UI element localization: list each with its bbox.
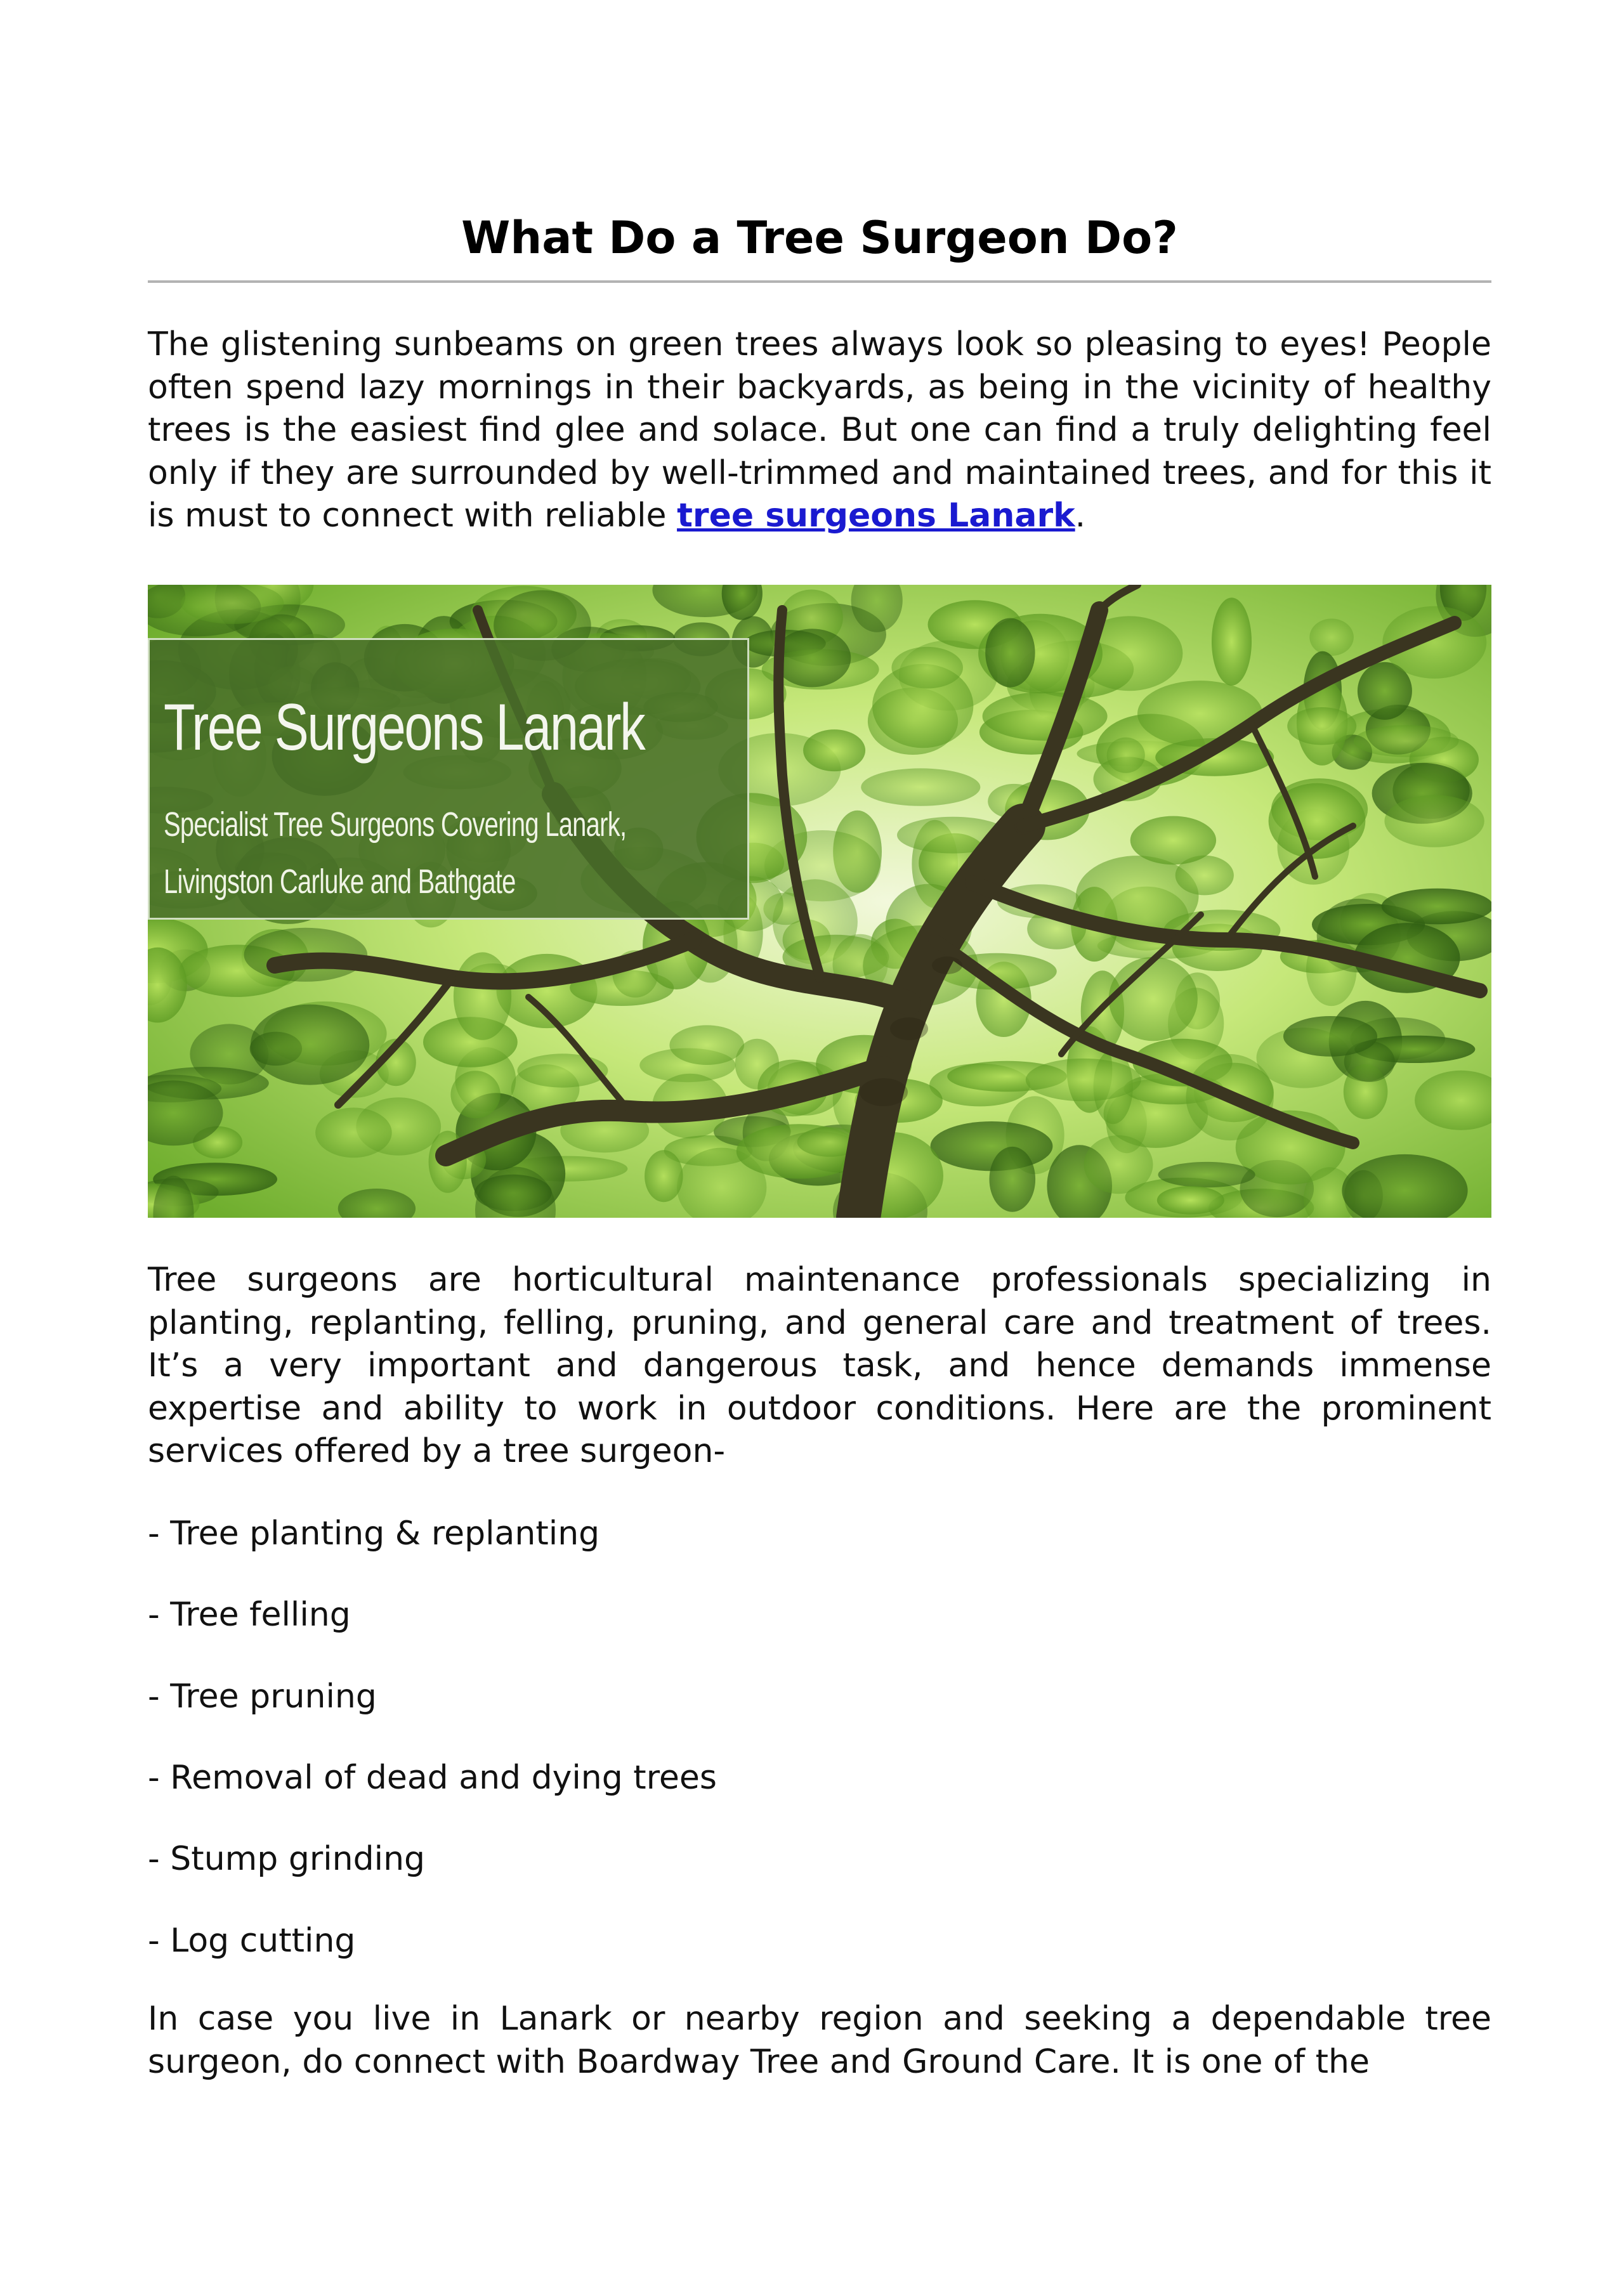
foliage-cluster xyxy=(1283,1016,1377,1057)
banner-subtitle-line2: Livingston Carluke and Bathgate xyxy=(164,863,516,901)
foliage-cluster xyxy=(861,768,980,806)
intro-text-end: . xyxy=(1075,497,1086,535)
foliage-cluster xyxy=(669,1025,744,1065)
foliage-cluster xyxy=(1130,816,1216,865)
intro-paragraph xyxy=(148,323,1491,538)
foliage-cluster xyxy=(1382,889,1491,925)
foliage-cluster xyxy=(803,729,865,771)
list-item: - Tree pruning xyxy=(148,1678,377,1716)
foliage-cluster xyxy=(1384,795,1484,847)
list-item: - Stump grinding xyxy=(148,1840,426,1878)
foliage-cluster xyxy=(315,1107,392,1158)
foliage-cluster xyxy=(990,1147,1036,1212)
foliage-cluster xyxy=(1354,725,1459,757)
foliage-cluster xyxy=(774,629,851,687)
intro-text: The glistening sunbeams on green trees always look so pleasing to eyes! People often spend lazy mornings in their backyards, as being in the vicinity of healthy trees is the easiest find glee and solace. But one can find a truly delighting feel only if they are surrounded by well-trimmed and maintained trees, and for this it is must to connect with reliable xyxy=(148,325,1491,535)
list-item: - Tree planting & replanting xyxy=(148,1515,600,1553)
title-divider xyxy=(148,280,1491,283)
foliage-cluster xyxy=(1157,1186,1224,1215)
foliage-cluster xyxy=(645,1150,683,1202)
list-item: - Log cutting xyxy=(148,1922,356,1960)
foliage-cluster xyxy=(251,1005,369,1085)
foliage-cluster xyxy=(891,647,963,689)
list-item: - Tree felling xyxy=(148,1596,351,1634)
closing-paragraph: In case you live in Lanark or nearby region and seeking a dependable tree surgeon, do connect with Boardway Tree and Ground Care. It is one of the xyxy=(148,2000,1491,2081)
body-paragraph: Tree surgeons are horticultural maintenance professionals specializing in planting, replanting, felling, pruning, and general care and treatment of trees. It’s a very important and dangerous task, and hence demands immense expertise and ability to work in outdoor conditions. Here are the prominent services offered by a tree surgeon- xyxy=(148,1261,1491,1470)
banner-subtitle-line1: Specialist Tree Surgeons Covering Lanark, xyxy=(164,806,627,844)
foliage-cluster xyxy=(1212,597,1252,686)
foliage-cluster xyxy=(931,1121,1053,1171)
list-item: - Removal of dead and dying trees xyxy=(148,1759,717,1797)
tree-banner-image xyxy=(148,585,1491,1218)
banner-title: Tree Surgeons Lanark xyxy=(164,691,645,764)
page-title: What Do a Tree Surgeon Do? xyxy=(461,212,1178,264)
tree-surgeons-lanark-link[interactable]: tree surgeons Lanark xyxy=(677,497,1075,535)
banner-overlay-box xyxy=(148,638,749,920)
foliage-cluster xyxy=(450,1071,500,1118)
foliage-cluster xyxy=(1109,957,1198,1041)
foliage-cluster xyxy=(1084,1135,1153,1194)
foliage-cluster xyxy=(985,618,1035,688)
foliage-cluster xyxy=(983,692,1108,741)
foliage-cluster xyxy=(454,952,511,1040)
foliage-cluster xyxy=(1287,707,1356,745)
foliage-cluster xyxy=(1026,1059,1141,1101)
foliage-cluster xyxy=(1309,618,1354,656)
foliage-cluster xyxy=(1158,1162,1255,1187)
foliage-cluster xyxy=(1107,738,1145,773)
